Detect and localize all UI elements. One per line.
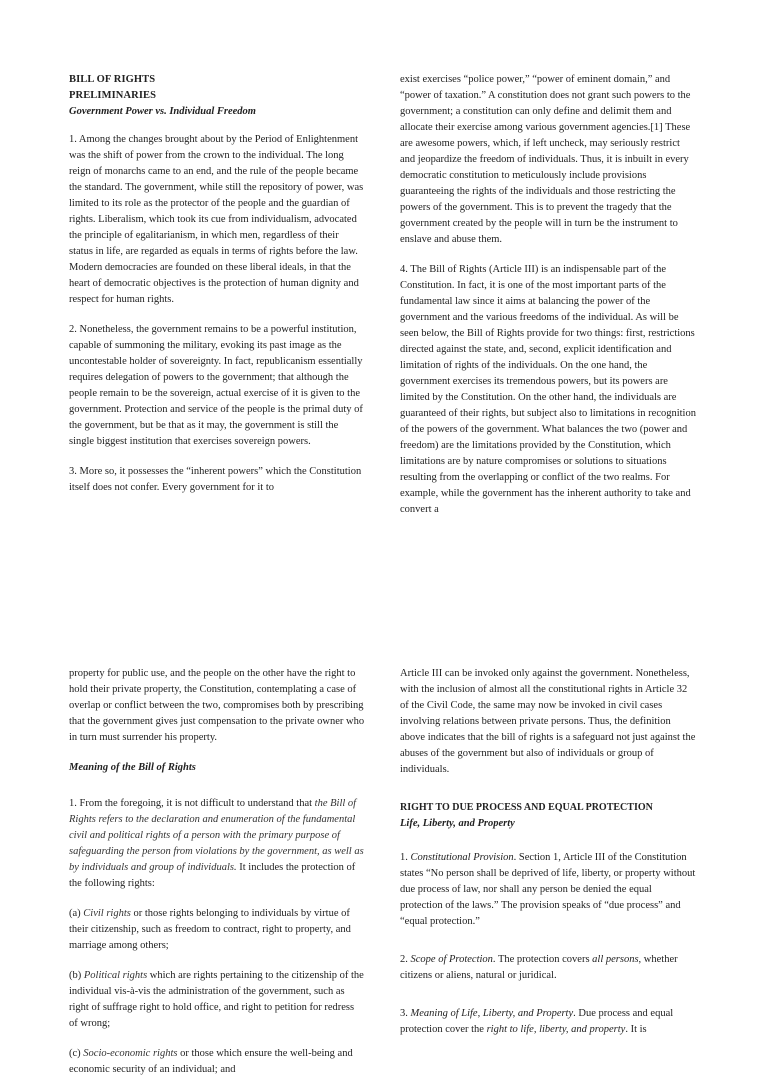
- paragraph-2: 2. Nonetheless, the government remains to be a powerful institution, capable of summoning the military, evoking its past image as the uncontestable holder of sovereignty. In fact, republicanism essentially requires delegation of powers to the government; that although the people remain to be the sovereign, actual exercise of it is given to the government. Protection and service of the people is the primal duty of the government, but be that as it may, the government is still the single biggest institution that exercises sovereign powers.: [69, 324, 363, 447]
- list-item-political-rights: [69, 968, 365, 1032]
- meaning-life-term: Meaning of Life, Liberty, and Property: [410, 1008, 574, 1019]
- paragraph-scope: [400, 952, 696, 984]
- meaning-life-text-2: . It is: [625, 1024, 647, 1035]
- column-right-bottom: [400, 666, 696, 1052]
- list-item-socio-economic-rights: [69, 1046, 365, 1078]
- section-number-3: 3.: [400, 1008, 411, 1019]
- paragraph-definition: [69, 796, 365, 892]
- political-rights-text: which are rights pertaining to the citizenship of the individual vis-à-vis the administration of the government, such as right of suffrage right to hold office, and right to petition for redress of wrong;: [69, 970, 364, 1029]
- socio-economic-rights-term: Socio-economic rights: [83, 1048, 178, 1059]
- page-bottom: [0, 560, 768, 1075]
- constitutional-provision-term: Constitutional Provision: [410, 852, 514, 863]
- section-number-2: 2.: [400, 954, 411, 965]
- scope-text-1: . The protection covers: [492, 954, 593, 965]
- column-right-top: [400, 72, 696, 532]
- subheading-meaning: Meaning of the Bill of Rights: [69, 762, 196, 773]
- meaning-life-text-1: . Due process and equal protection cover the: [400, 1008, 674, 1035]
- subheading-life-liberty-property: Life, Liberty, and Property: [400, 818, 515, 829]
- heading-preliminaries: PRELIMINARIES: [69, 90, 157, 101]
- column-left-top: [69, 72, 365, 510]
- paragraph-4: 4. The Bill of Rights (Article III) is an indispensable part of the Constitution. In fact, it is one of the most important parts of the fundamental law since it aims at balancing the power of the government and the various freedoms of the individual. As will be seen below, the Bill of Rights provide for two things: first, restrictions directed against the state, and, second, explicit identification and limitation of rights of the individuals. On the one hand, the government exercises its tremendous powers, but its powers are limited by the Constitution. On the other hand, the individuals are guaranteed of their rights, but subject also to limitations in recognition of the powers of the government. What balances the two (power and freedom) are the limitations provided by the Constitution, which limitations are by nature compromises or solutions to situations resulting from the overlapping or conflict of the two realms. For example, while the government has the inherent authority to take and convert a: [400, 264, 696, 515]
- subheading-government-power: Government Power vs. Individual Freedom: [69, 106, 256, 117]
- paragraph-property: property for public use, and the people on the other have the right to hold their private property, the Constitution, contemplating a case of overlap or conflict between the two, compromises both by prescribing that the government gives just compensation to the private owner who in turn must surrender his property.: [69, 668, 365, 743]
- section-number-1: 1.: [400, 852, 411, 863]
- list-marker-a: (a): [69, 908, 84, 919]
- scope-term: Scope of Protection: [410, 954, 493, 965]
- scope-text-2: , whether citizens or aliens, natural or juridical.: [400, 954, 678, 981]
- list-marker-b: (b): [69, 970, 84, 981]
- definition-intro: 1. From the foregoing, it is not difficult to understand that: [69, 798, 315, 809]
- paragraph-constitutional-provision: [400, 850, 696, 930]
- column-left-bottom: [69, 666, 365, 1092]
- list-item-civil-rights: [69, 906, 365, 954]
- heading-bill-of-rights: BILL OF RIGHTS: [69, 74, 156, 85]
- right-to-life-term: right to life, liberty, and property: [486, 1024, 626, 1035]
- heading-due-process: RIGHT TO DUE PROCESS AND EQUAL PROTECTION: [400, 802, 653, 813]
- all-persons-term: all persons: [592, 954, 639, 965]
- paragraph-continued: exist exercises “police power,” “power of eminent domain,” and “power of taxation.” A constitution does not grant such powers to the government; a constitution can only define and delimit them and allocate their exercise among various government agencies.[1] These are awesome powers, which, if left uncheck, may seriously restrict and jeopardize the freedom of individuals. Thus, it is inbuilt in every democratic constitution to meticulously include provisions guaranteeing the rights of the individuals and those restricting the powers of the government. This is to prevent the tragedy that the government created by the people will in turn be the instrument to enslave and abuse them.: [400, 74, 691, 245]
- civil-rights-text: or those rights belonging to individuals by virtue of their citizenship, such as freedom to contract, right to property, and marriage among others;: [69, 908, 351, 951]
- list-marker-c: (c): [69, 1048, 84, 1059]
- paragraph-meaning-life: [400, 1006, 696, 1038]
- socio-economic-rights-text: or those which ensure the well-being and economic security of an individual; and: [69, 1048, 353, 1075]
- paragraph-article-iii: Article III can be invoked only against the government. Nonetheless, with the inclusion of almost all the constitutional rights in Article 32 of the Civil Code, the same may now be invoked in civil cases involving relations between private persons. Thus, the definition above indicates that the bill of rights is a safeguard not just against the abuses of the government but also of individuals or group of individuals.: [400, 668, 696, 775]
- paragraph-1: 1. Among the changes brought about by the Period of Enlightenment was the shift of power from the crown to the individual. The long reign of monarchs came to an end, and the rule of the people became the standard. The government, while still the repository of power, was limited to its role as the protector of the people and the guardian of rights. Liberalism, which took its cue from individualism, advocated the principle of egalitarianism, in which men, regardless of their status in life, are regarded as equals in terms of rights before the law. Modern democracies are founded on these liberal ideals, in that the heart of democratic objectives is the protection of human dignity and respect for human rights.: [69, 134, 364, 305]
- paragraph-3: 3. More so, it possesses the “inherent powers” which the Constitution itself does not confer. Every government for it to: [69, 466, 362, 493]
- civil-rights-term: Civil rights: [83, 908, 131, 919]
- constitutional-provision-text: . Section 1, Article III of the Constitution states “No person shall be deprived of life, liberty, or property without due process of law, nor shall any person be denied the equal protection of the laws.” The provision speaks of “due process” and “equal protection.”: [400, 852, 696, 927]
- definition-outro: It includes the protection of the following rights:: [69, 862, 356, 889]
- political-rights-term: Political rights: [83, 970, 148, 981]
- definition-italic: the Bill of Rights refers to the declaration and enumeration of the fundamental civil and political rights of a person with the primary purpose of safeguarding the person from violations by the government, as well as by individuals and group of individuals.: [69, 798, 364, 873]
